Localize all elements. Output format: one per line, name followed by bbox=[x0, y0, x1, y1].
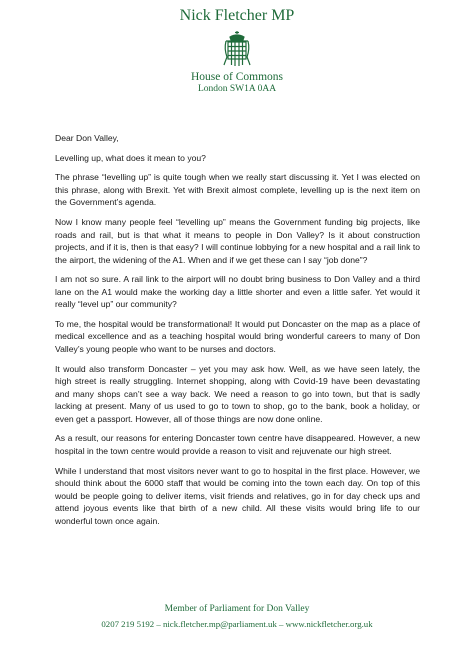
paragraph: To me, the hospital would be transformational! It would put Doncaster on the map as a place of medical excellence and as a teaching hospital would bring wonderful careers to many of Don Valley’s young people who want to be nurses and doctors. bbox=[55, 318, 420, 354]
footer-role: Member of Parliament for Don Valley bbox=[164, 604, 310, 614]
paragraph: The phrase “levelling up” is quite tough when we really start discussing it. Yet I was elected on this phrase, along with Brexit. Yet with Brexit almost complete, levelling up is the next item on the Government’s agenda. bbox=[55, 172, 420, 208]
letter-body bbox=[55, 132, 420, 534]
salutation: Dear Don Valley, bbox=[55, 133, 119, 143]
paragraph: I am not so sure. A rail link to the airport will no doubt bring business to Don Valley and a third lane on the A1 would make the working day a little shorter and even a little safer. Yet would it really “level up” our community? bbox=[55, 274, 420, 310]
paragraph: Levelling up, what does it mean to you? bbox=[55, 152, 206, 163]
portcullis-icon bbox=[221, 29, 253, 69]
paragraph: While I understand that most visitors never want to go to hospital in the first place. However, we should think about the 6000 staff that would be coming into the town each day. On top of this would be people going to deliver items, visit friends and relatives, go in for day check ups and attend joyous events like that birth of a new child. All these visits would bring life to our wonderful town once again. bbox=[55, 465, 420, 526]
paragraph: Now I know many people feel “levelling up” means the Government funding big projects, like roads and rail, but is that what it means to people in Don Valley? Is it about construction projects, and if it is, then is that easy? I will continue lobbying for a new hospital and a rail link to the airport, the widening of the A1. When and if we get these can I say “job done”? bbox=[55, 217, 420, 265]
footer bbox=[0, 603, 474, 630]
mp-name: Nick Fletcher MP bbox=[179, 7, 295, 24]
letterhead bbox=[0, 6, 474, 95]
paragraph: As a result, our reasons for entering Doncaster town centre have disappeared. However, a new hospital in the town centre would provide a reason to visit and rejuvenate our high street. bbox=[55, 433, 420, 456]
house-of-commons: House of Commons bbox=[191, 71, 283, 83]
footer-contact: 0207 219 5192 – nick.fletcher.mp@parliament.uk – www.nickfletcher.org.uk bbox=[101, 619, 373, 629]
address: London SW1A 0AA bbox=[197, 84, 277, 94]
paragraph: It would also transform Doncaster – yet you may ask how. Well, as we have seen lately, the high street is really struggling. Internet shopping, along with Covid-19 have been devastating and many shops can’t see a way back. We need a reason to go into town, but that is sadly lacking at present. Many of us used to go to town to shop, go to the bank, book a holiday, or even get a passport. However, all of those things are now done online. bbox=[55, 363, 420, 424]
